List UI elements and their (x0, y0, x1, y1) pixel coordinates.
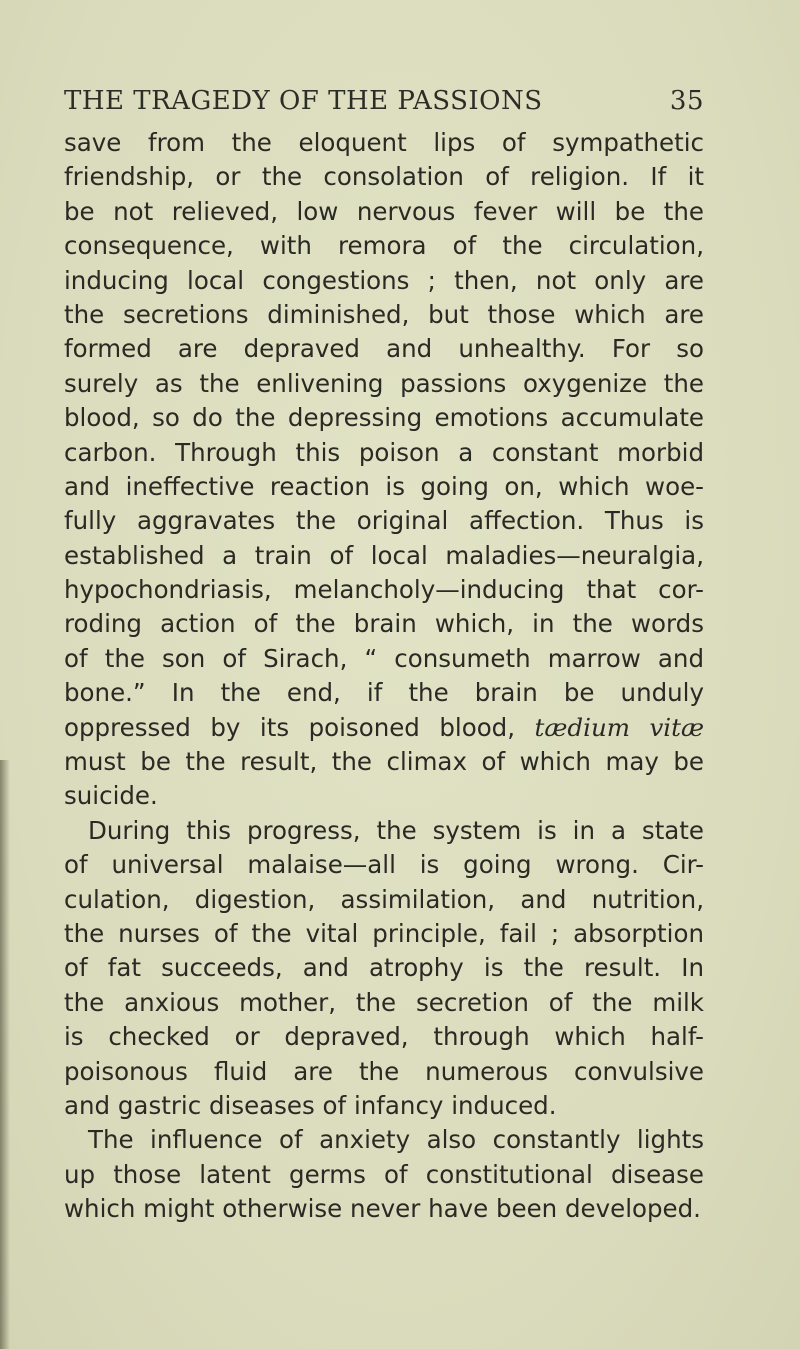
text-line: hypochondriasis, melancholy—inducing that cor- (64, 575, 704, 605)
text-line: save from the eloquent lips of sympathetic (64, 128, 704, 157)
text-line: be not relieved, low nervous fever will be the (64, 196, 704, 226)
text-line: carbon. Through this poison a constant morbid (64, 437, 704, 467)
text-line: roding action of the brain which, in the words (64, 609, 704, 639)
text-line: which might otherwise never have been developed. (64, 1194, 701, 1224)
text-line: poisonous fluid are the numerous convulsive (64, 1056, 704, 1086)
text-line: of universal malaise—all is going wrong. Cir- (64, 850, 704, 880)
running-head (64, 86, 704, 126)
text-line: surely as the enlivening passions oxygenize the (64, 368, 704, 398)
text-line: suicide. (64, 781, 158, 811)
italic-phrase: tædium vitæ (534, 712, 705, 742)
text-line: the anxious mother, the secretion of the milk (64, 987, 704, 1017)
text-line: and ineffective reaction is going on, which woe- (64, 471, 704, 501)
text-line: of fat succeeds, and atrophy is the result. In (64, 953, 704, 983)
text-line: The influence of anxiety also constantly lights (88, 1125, 704, 1155)
text-line: consequence, with remora of the circulation, (64, 231, 704, 261)
text-line: up those latent germs of constitutional disease (64, 1159, 704, 1189)
body-text (64, 126, 704, 1227)
running-head-title: THE TRAGEDY OF THE PASSIONS (64, 86, 543, 116)
text-line: established a train of local maladies—neuralgia, (64, 540, 704, 570)
text-line: During this progress, the system is in a state (88, 815, 704, 845)
text-line: the secretions diminished, but those which are (64, 299, 704, 329)
text-line: formed are depraved and unhealthy. For so (64, 334, 704, 364)
text-line-with-italic (64, 711, 704, 745)
text-line-segment: oppressed by its poisoned blood, (64, 712, 516, 742)
text-line: and gastric diseases of infancy induced. (64, 1090, 557, 1120)
text-line: is checked or depraved, through which half- (64, 1022, 704, 1052)
text-line: bone.” In the end, if the brain be unduly (64, 678, 704, 708)
text-line: blood, so do the depressing emotions accumulate (64, 403, 704, 433)
text-line: inducing local congestions ; then, not only are (64, 265, 704, 295)
text-line: must be the result, the climax of which may be (64, 747, 704, 777)
text-line: friendship, or the consolation of religion. If it (64, 162, 704, 192)
text-line: fully aggravates the original affection. Thus is (64, 506, 704, 536)
text-line: culation, digestion, assimilation, and nutrition, (64, 884, 704, 914)
text-line: the nurses of the vital principle, fail ; absorption (64, 918, 704, 948)
page-number: 35 (669, 86, 704, 116)
page-edge-shadow (0, 760, 10, 1349)
text-line: of the son of Sirach, “ consumeth marrow and (64, 643, 704, 673)
